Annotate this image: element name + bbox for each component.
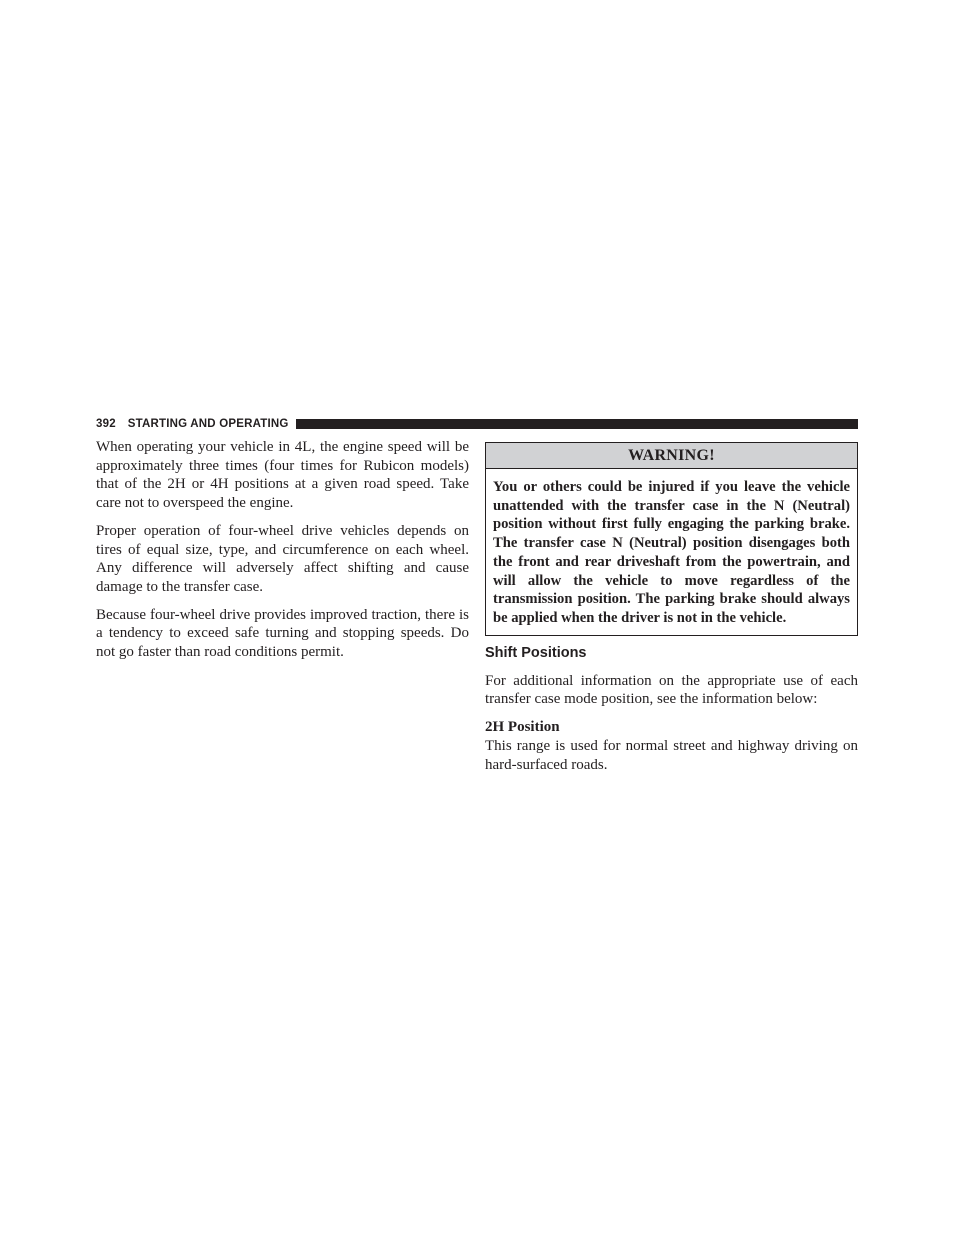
warning-box	[485, 442, 858, 636]
paragraph-traction: Because four-wheel drive provides improved traction, there is a tendency to exceed safe turning and stopping speeds. Do not go faster than road conditions permit.	[96, 606, 469, 661]
2h-position-description: This range is used for normal street and highway driving on hard-surfaced roads.	[485, 738, 858, 773]
warning-text: You or others could be injured if you leave the vehicle unattended with the transfer case in the N (Neutral) position without first fully engaging the parking brake. The transfer case N (Neutral) position disengages both the front and rear driveshaft from the powertrain, and will allow the vehicle to move regardless of the transmission position. The parking brake should always be applied when the driver is not in the vehicle.	[493, 479, 850, 626]
page-number: 392	[96, 418, 116, 430]
shift-positions-heading: Shift Positions	[485, 644, 587, 661]
paragraph-engine-speed: When operating your vehicle in 4L, the engine speed will be approximately three times (four times for Rubicon models) that of the 2H or 4H positions at a given road speed. Take care not to overspeed the engine.	[96, 439, 469, 512]
page-header	[96, 417, 858, 431]
shift-positions-intro: For additional information on the appropriate use of each transfer case mode position, see the information below:	[485, 672, 858, 708]
2h-position-heading: 2H Position	[485, 719, 560, 736]
left-column	[96, 438, 469, 671]
right-column	[485, 442, 858, 783]
paragraph-tire-size: Proper operation of four-wheel drive vehicles depends on tires of equal size, type, and circumference on each wheel. Any difference will adversely affect shifting and cause damage to the transfer case.	[96, 522, 469, 595]
header-rule	[296, 419, 858, 429]
warning-title: WARNING!	[486, 443, 857, 469]
section-name: STARTING AND OPERATING	[127, 418, 289, 430]
